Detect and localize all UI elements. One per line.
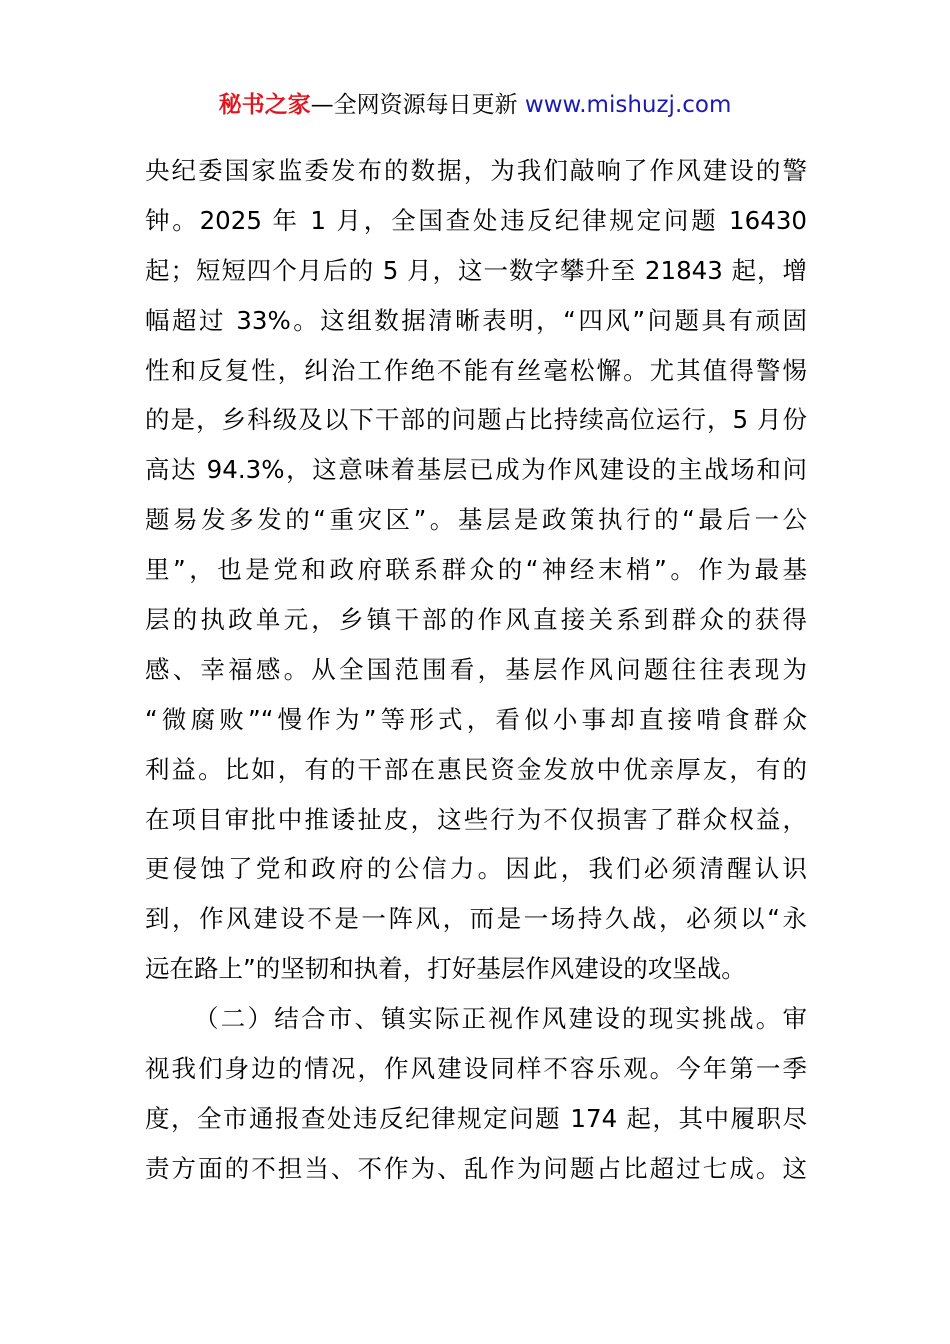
site-brand: 秘书之家 xyxy=(218,92,311,118)
text-line: 性和反复性，纠治工作绝不能有丝毫松懈。尤其值得警惕 xyxy=(145,355,807,385)
document-body xyxy=(145,146,807,1194)
text-line: 央纪委国家监委发布的数据，为我们敲响了作风建设的警 xyxy=(145,156,807,185)
text-line: 起；短短四个月后的 5 月，这一数字攀升至 21843 起，增 xyxy=(145,255,807,285)
text-line: 视我们身边的情况，作风建设同样不容乐观。今年第一季 xyxy=(145,1054,807,1084)
text-line: “微腐败”“慢作为”等形式，看似小事却直接啃食群众 xyxy=(145,704,807,734)
text-line: 里”，也是党和政府联系群众的“神经末梢”。作为最基 xyxy=(145,555,807,585)
text-line: 度，全市通报查处违反纪律规定问题 174 起，其中履职尽 xyxy=(145,1103,807,1133)
text-line: 到，作风建设不是一阵风，而是一场持久战，必须以“永 xyxy=(145,904,807,934)
text-line: 题易发多发的“重灾区”。基层是政策执行的“最后一公 xyxy=(145,505,807,535)
text-line: 感、幸福感。从全国范围看，基层作风问题往往表现为 xyxy=(145,654,807,684)
text-line: 远在路上”的坚韧和执着，打好基层作风建设的攻坚战。 xyxy=(145,954,746,984)
site-tagline: —全网资源每日更新 xyxy=(310,92,525,118)
text-line: 幅超过 33%。这组数据清晰表明，“四风”问题具有顽固 xyxy=(145,305,807,335)
text-line: 钟。2025 年 1 月，全国查处违反纪律规定问题 16430 xyxy=(145,205,807,235)
text-line: 层的执政单元，乡镇干部的作风直接关系到群众的获得 xyxy=(145,605,807,635)
site-header xyxy=(0,88,950,122)
text-line: 在项目审批中推诿扯皮，这些行为不仅损害了群众权益， xyxy=(145,804,807,834)
text-line: 责方面的不担当、不作为、乱作为问题占比超过七成。这 xyxy=(145,1153,807,1183)
text-line: 更侵蚀了党和政府的公信力。因此，我们必须清醒认识 xyxy=(145,854,807,884)
text-line: 利益。比如，有的干部在惠民资金发放中优亲厚友，有的 xyxy=(145,754,807,784)
section-heading-line: （二）结合市、镇实际正视作风建设的现实挑战。审 xyxy=(194,1004,807,1034)
text-line: 高达 94.3%，这意味着基层已成为作风建设的主战场和问 xyxy=(145,455,807,485)
site-url-link[interactable]: www.mishuzj.com xyxy=(524,92,732,118)
text-line: 的是，乡科级及以下干部的问题占比持续高位运行，5 月份 xyxy=(145,405,807,435)
